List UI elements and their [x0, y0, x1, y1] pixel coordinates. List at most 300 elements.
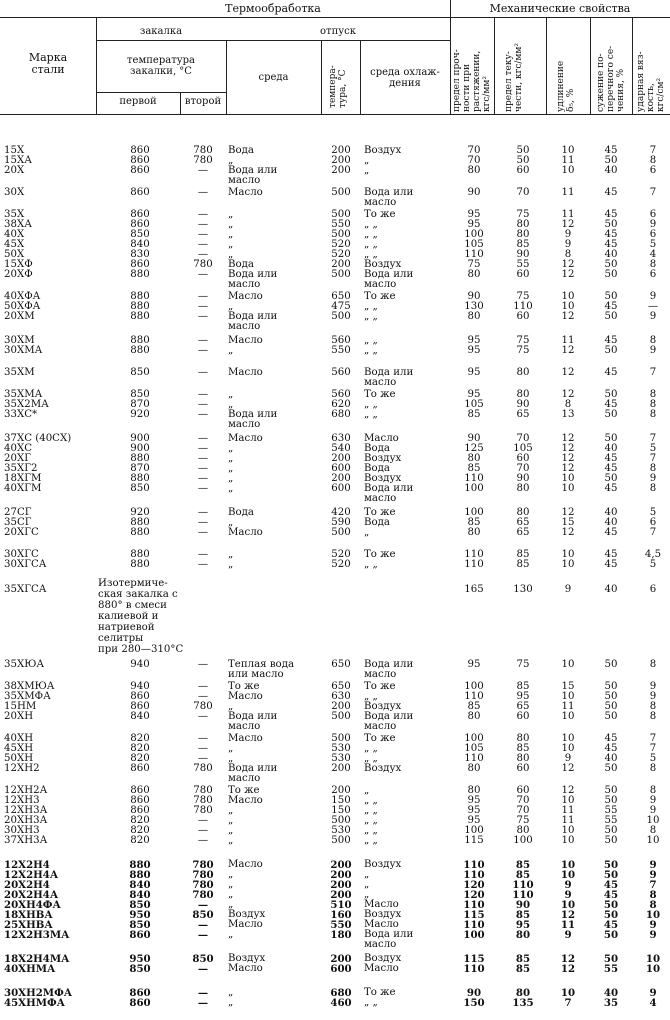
quench-second-cell: —	[197, 517, 209, 528]
tensile-cell: 90	[467, 433, 481, 444]
impact-cell: 9	[649, 869, 657, 881]
reduction-cell: 55	[604, 805, 618, 816]
quench-second-cell: —	[197, 559, 209, 570]
tensile-cell: 80	[467, 269, 481, 280]
quench-second-cell: 780	[193, 763, 213, 774]
reduction-cell: 50	[604, 291, 618, 302]
temper-temp-cell: 200	[331, 453, 351, 464]
reduction-cell: 45	[604, 301, 618, 312]
grade-cell: 33ХС*	[4, 409, 38, 420]
tensile-cell: 95	[467, 209, 481, 220]
tensile-cell: 110	[464, 549, 484, 560]
temper-temp-cell: 200	[331, 155, 351, 166]
grade-cell: 25ХНВА	[4, 919, 53, 931]
yield-cell: 75	[516, 659, 530, 670]
reduction-cell: 50	[604, 345, 618, 356]
elongation-cell: 12	[561, 259, 575, 270]
quench-medium-cell: То же	[228, 681, 260, 692]
quench-first-cell: 880	[130, 291, 150, 302]
temper-temp-cell: 510	[330, 899, 352, 911]
grade-cell: 20ХГС	[4, 527, 39, 538]
grade-cell: 35СГ	[4, 517, 32, 528]
reduction-cell: 45	[604, 367, 618, 378]
grade-cell: 45ХН	[4, 743, 34, 754]
tensile-cell: 70	[467, 145, 481, 156]
quench-first-cell: 860	[130, 805, 150, 816]
header-reduct: сужение по- перечного се- чения, %	[596, 45, 626, 112]
reduction-cell: 50	[604, 433, 618, 444]
temper-medium-cell: То же	[364, 681, 396, 692]
quench-second-cell: —	[197, 711, 209, 722]
temper-medium-cell: То же	[364, 549, 396, 560]
reduction-cell: 50	[604, 825, 618, 836]
quench-second-cell: 780	[192, 889, 214, 901]
quench-medium-cell: „	[228, 389, 234, 400]
elongation-cell: 12	[561, 269, 575, 280]
temper-temp-cell: 500	[331, 209, 351, 220]
reduction-cell: 40	[604, 517, 618, 528]
tensile-cell: 110	[464, 249, 484, 260]
temper-temp-cell: 500	[331, 311, 351, 322]
temper-medium-cell: „	[364, 879, 370, 890]
impact-cell: 4	[649, 249, 657, 260]
temper-temp-cell: 200	[330, 879, 352, 891]
elongation-cell: 11	[560, 919, 576, 931]
reduction-cell: 50	[604, 389, 618, 400]
temper-medium-cell: „ „	[364, 345, 378, 356]
yield-cell: 75	[516, 345, 530, 356]
quench-second-cell: —	[197, 463, 209, 474]
elongation-cell: 11	[561, 815, 575, 826]
grade-cell: 12ХН2А	[4, 785, 48, 796]
temper-temp-cell: 500	[331, 229, 351, 240]
quench-first-cell: 860	[129, 997, 151, 1009]
tensile-cell: 80	[467, 763, 481, 774]
reduction-cell: 45	[603, 919, 619, 931]
quench-medium-cell: „	[228, 879, 234, 890]
yield-cell: 95	[515, 919, 531, 931]
yield-cell: 70	[516, 805, 530, 816]
reduction-cell: 50	[604, 269, 618, 280]
impact-cell: 8	[649, 483, 657, 494]
quench-second-cell: —	[197, 815, 209, 826]
temper-temp-cell: 200	[331, 701, 351, 712]
impact-cell: 5	[649, 443, 657, 454]
impact-cell: 5	[649, 507, 657, 518]
impact-cell: 9	[649, 929, 657, 941]
tensile-cell: 120	[463, 879, 485, 891]
reduction-cell: 40	[604, 507, 618, 518]
yield-cell: 80	[516, 507, 530, 518]
quench-first-cell: 880	[130, 301, 150, 312]
header-temper: отпуск	[320, 26, 356, 37]
temper-medium-cell: Вода или масло	[364, 929, 414, 950]
tensile-cell: 80	[467, 711, 481, 722]
temper-temp-cell: 420	[331, 507, 351, 518]
quench-second-cell: 780	[193, 259, 213, 270]
grade-cell: 40ХН	[4, 733, 34, 744]
quench-second-cell: 780	[193, 701, 213, 712]
quench-first-cell: 940	[130, 681, 150, 692]
temper-temp-cell: 200	[331, 473, 351, 484]
temper-temp-cell: 500	[331, 815, 351, 826]
grade-cell: 20ХН3А	[4, 815, 48, 826]
quench-second-cell: 780	[193, 145, 213, 156]
reduction-cell: 55	[604, 815, 618, 826]
quench-medium-cell: „	[228, 155, 234, 166]
tensile-cell: 110	[464, 559, 484, 570]
quench-second-cell: —	[197, 367, 209, 378]
col-divider-mech	[450, 0, 451, 114]
reduction-cell: 45	[603, 879, 619, 891]
temper-temp-cell: 200	[331, 165, 351, 176]
grade-cell: 20ХМ	[4, 311, 35, 322]
quench-first-cell: 880	[130, 517, 150, 528]
elongation-cell: 9	[564, 879, 572, 891]
temper-temp-cell: 560	[331, 389, 351, 400]
reduction-cell: 50	[604, 711, 618, 722]
yield-cell: 75	[516, 291, 530, 302]
temper-medium-cell: „ „	[364, 301, 378, 312]
elongation-cell: 9	[564, 753, 572, 764]
impact-cell: 5	[649, 753, 657, 764]
reduction-cell: 45	[604, 733, 618, 744]
tensile-cell: 100	[464, 733, 484, 744]
header-first: первой	[119, 96, 157, 107]
reduction-cell: 50	[604, 259, 618, 270]
tensile-cell: 105	[464, 399, 484, 410]
grade-cell: 50Х	[4, 249, 25, 260]
quench-first-cell: 870	[130, 463, 150, 474]
tensile-cell: 115	[464, 835, 484, 846]
temper-temp-cell: 550	[331, 345, 351, 356]
grade-cell: 50ХФА	[4, 301, 41, 312]
quench-medium-cell: Воздух	[228, 953, 266, 964]
temper-temp-cell: 520	[331, 559, 351, 570]
quench-first-cell: 860	[130, 701, 150, 712]
elongation-cell: 15	[561, 681, 575, 692]
col-divider-tensile	[494, 17, 495, 114]
quench-second-cell: —	[197, 311, 209, 322]
tensile-cell: 100	[464, 229, 484, 240]
impact-cell: 6	[649, 209, 657, 220]
quench-second-cell: 780	[193, 795, 213, 806]
tensile-cell: 80	[467, 453, 481, 464]
quench-first-cell: 920	[130, 409, 150, 420]
quench-first-cell: 880	[129, 869, 151, 881]
impact-cell: 9	[649, 795, 657, 806]
tensile-cell: 70	[467, 155, 481, 166]
quench-medium-cell: Вода или масло	[228, 409, 278, 430]
impact-cell: 9	[649, 473, 657, 484]
yield-cell: 85	[516, 549, 530, 560]
temper-medium-cell: „ „	[364, 691, 378, 702]
reduction-cell: 50	[604, 701, 618, 712]
quench-first-cell: 940	[130, 659, 150, 670]
header-yield: предел теку- чести, кгс/мм²	[504, 42, 524, 112]
quench-first-cell: 850	[130, 483, 150, 494]
temper-medium-cell: Воздух	[364, 909, 402, 920]
impact-cell: 8	[649, 763, 657, 774]
temper-temp-cell: 560	[331, 335, 351, 346]
quench-medium-cell: Вода	[228, 259, 254, 270]
grade-cell: 35ХМФА	[4, 691, 51, 702]
grade-cell: 40Х	[4, 229, 25, 240]
reduction-cell: 45	[604, 187, 618, 198]
temper-medium-cell: Воздух	[364, 259, 402, 270]
temper-temp-cell: 650	[331, 659, 351, 670]
quench-medium-cell: Вода или масло	[228, 763, 278, 784]
reduction-cell: 40	[604, 249, 618, 260]
quench-medium-cell: Масло	[228, 291, 263, 302]
reduction-cell: 45	[604, 527, 618, 538]
quench-first-cell: 850	[130, 367, 150, 378]
quench-second-cell: —	[197, 899, 209, 911]
quench-first-cell: 900	[130, 443, 150, 454]
grade-cell: 12Х2Н3МА	[4, 929, 70, 941]
quench-first-cell: 860	[130, 155, 150, 166]
reduction-cell: 45	[604, 559, 618, 570]
yield-cell: 85	[516, 559, 530, 570]
temper-medium-cell: „	[364, 785, 370, 796]
header-quench-temp: температура закалки, °С	[127, 55, 195, 77]
header-impact: ударная вяз- кость, кгс/см²	[636, 51, 666, 112]
quench-first-cell: 820	[130, 753, 150, 764]
quench-medium-cell: Масло	[228, 691, 263, 702]
reduction-cell: 45	[604, 483, 618, 494]
quench-second-cell: —	[197, 733, 209, 744]
quench-second-cell: —	[197, 443, 209, 454]
quench-medium-cell: „	[228, 209, 234, 220]
reduction-cell: 45	[604, 743, 618, 754]
tensile-cell: 80	[467, 527, 481, 538]
temper-medium-cell: То же	[364, 733, 396, 744]
temper-temp-cell: 600	[330, 963, 352, 975]
impact-cell: 7	[649, 453, 657, 464]
elongation-cell: 7	[564, 997, 572, 1009]
quench-first-cell: 860	[130, 259, 150, 270]
yield-cell: 80	[516, 389, 530, 400]
reduction-cell: 55	[603, 963, 619, 975]
elongation-cell: 10	[561, 165, 575, 176]
temper-medium-cell: „ „	[364, 825, 378, 836]
impact-cell: 5	[649, 239, 657, 250]
elongation-cell: 9	[564, 889, 572, 901]
quench-first-cell: 860	[129, 929, 151, 941]
impact-cell: 8	[649, 889, 657, 901]
temper-medium-cell: „	[364, 527, 370, 538]
quench-medium-cell: То же	[228, 785, 260, 796]
grade-cell: 12ХН3А	[4, 805, 48, 816]
impact-cell: 9	[649, 291, 657, 302]
grade-cell: 35ХЮА	[4, 659, 45, 670]
grade-cell: 12ХН3	[4, 795, 40, 806]
temper-medium-cell: „	[364, 155, 370, 166]
grade-cell: 30ХН2МФА	[4, 987, 73, 999]
temper-temp-cell: 550	[331, 219, 351, 230]
quench-first-cell: 860	[130, 187, 150, 198]
tensile-cell: 80	[467, 165, 481, 176]
header-quench: закалка	[139, 26, 183, 37]
quench-first-cell: 820	[130, 835, 150, 846]
temper-temp-cell: 180	[330, 929, 352, 941]
temper-medium-cell: „ „	[364, 399, 378, 410]
grade-cell: 38ХА	[4, 219, 32, 230]
elongation-cell: 12	[561, 345, 575, 356]
quench-second-cell: —	[197, 929, 209, 941]
temper-medium-cell: „ „	[364, 753, 378, 764]
elongation-cell: 12	[561, 433, 575, 444]
reduction-cell: 45	[604, 209, 618, 220]
yield-cell: 135	[512, 997, 534, 1009]
reduction-cell: 45	[604, 453, 618, 464]
yield-cell: 90	[516, 249, 530, 260]
elongation-cell: 8	[564, 249, 572, 260]
reduction-cell: 50	[604, 691, 618, 702]
grade-cell: 18Х2Н4МА	[4, 953, 70, 965]
grade-cell: 20ХН4ФА	[4, 899, 61, 911]
quench-medium-cell: Масло	[228, 963, 263, 974]
yield-cell: 50	[516, 155, 530, 166]
yield-cell: 50	[516, 145, 530, 156]
yield-cell: 80	[516, 483, 530, 494]
reduction-cell: 50	[604, 795, 618, 806]
quench-medium-cell: „	[228, 473, 234, 484]
elongation-cell: 12	[561, 311, 575, 322]
reduction-cell: 45	[604, 549, 618, 560]
elongation-cell: 12	[561, 507, 575, 518]
tensile-cell: 95	[467, 345, 481, 356]
impact-cell: 6	[649, 269, 657, 280]
elongation-cell: 10	[561, 145, 575, 156]
quench-second-cell: —	[197, 209, 209, 220]
yield-cell: 70	[516, 187, 530, 198]
temper-medium-cell: „ „	[364, 219, 378, 230]
tensile-cell: 110	[463, 869, 485, 881]
elongation-cell: 12	[561, 527, 575, 538]
tensile-cell: 110	[463, 899, 485, 911]
quench-medium-cell: „	[228, 219, 234, 230]
temper-medium-cell: Воздух	[364, 473, 402, 484]
temper-medium-cell: То же	[364, 389, 396, 400]
quench-medium-cell: „	[228, 987, 234, 998]
grade-cell: 35Х2МА	[4, 399, 49, 410]
temper-medium-cell: Воздух	[364, 453, 402, 464]
tensile-cell: 100	[463, 929, 485, 941]
quench-first-cell: 860	[130, 785, 150, 796]
yield-cell: 60	[516, 453, 530, 464]
quench-second-cell: —	[197, 743, 209, 754]
elongation-cell: 10	[561, 549, 575, 560]
temper-medium-cell: Масло	[364, 433, 399, 444]
temper-medium-cell: „ „	[364, 835, 378, 846]
quench-first-cell: 860	[130, 691, 150, 702]
quench-medium-cell: Масло	[228, 367, 263, 378]
reduction-cell: 50	[603, 859, 619, 871]
yield-cell: 80	[516, 825, 530, 836]
yield-cell: 65	[516, 409, 530, 420]
reduction-cell: 50	[603, 899, 619, 911]
impact-cell: 10	[645, 909, 661, 921]
quench-medium-cell: „	[228, 463, 234, 474]
temper-temp-cell: 540	[331, 443, 351, 454]
impact-cell: 4	[649, 997, 657, 1009]
quench-medium-cell: Вода	[228, 145, 254, 156]
quench-second-cell: —	[197, 987, 209, 999]
quench-medium-cell: „	[228, 997, 234, 1008]
elongation-cell: 10	[561, 483, 575, 494]
elongation-cell: 10	[561, 659, 575, 670]
impact-cell: 9	[649, 919, 657, 931]
temper-medium-cell: Вода или масло	[364, 483, 414, 504]
elongation-cell: 12	[560, 953, 576, 965]
quench-first-cell: 880	[130, 269, 150, 280]
quench-second-cell: 780	[193, 155, 213, 166]
temper-temp-cell: 500	[331, 187, 351, 198]
yield-cell: 80	[516, 219, 530, 230]
quench-second-cell: 780	[193, 805, 213, 816]
elongation-cell: 11	[561, 335, 575, 346]
elongation-cell: 8	[564, 399, 572, 410]
grade-cell: 20Х2Н4	[4, 879, 50, 891]
quench-medium-cell: Масло	[228, 433, 263, 444]
elongation-cell: 9	[564, 929, 572, 941]
temper-medium-cell: Воздух	[364, 701, 402, 712]
temper-medium-cell: Вода или масло	[364, 711, 414, 732]
reduction-cell: 40	[604, 753, 618, 764]
impact-cell: 4,5	[644, 549, 662, 560]
elongation-cell: 9	[564, 584, 572, 595]
temper-medium-cell: То же	[364, 291, 396, 302]
grade-cell: 35Х	[4, 209, 25, 220]
grade-cell: 15Х	[4, 145, 25, 156]
temper-medium-cell: „	[364, 889, 370, 900]
quench-second-cell: —	[197, 997, 209, 1009]
quench-first-cell: 950	[129, 909, 151, 921]
tensile-cell: 105	[464, 239, 484, 250]
impact-cell: 8	[649, 785, 657, 796]
tensile-cell: 95	[467, 219, 481, 230]
yield-cell: 100	[513, 835, 533, 846]
impact-cell: 10	[646, 835, 660, 846]
tensile-cell: 120	[463, 889, 485, 901]
quench-first-cell: 850	[130, 229, 150, 240]
grade-cell: 30ХГСА	[4, 559, 47, 570]
reduction-cell: 50	[604, 219, 618, 230]
yield-cell: 65	[516, 527, 530, 538]
temper-temp-cell: 680	[331, 409, 351, 420]
tensile-cell: 85	[467, 463, 481, 474]
temper-medium-cell: Воздух	[364, 859, 402, 870]
elongation-cell: 15	[561, 517, 575, 528]
quench-medium-cell: „	[228, 825, 234, 836]
elongation-cell: 10	[561, 795, 575, 806]
temper-medium-cell: То же	[364, 987, 396, 998]
quench-second-cell: —	[197, 249, 209, 260]
quench-medium-cell: Масло	[228, 919, 263, 930]
quench-first-cell: 830	[130, 249, 150, 260]
quench-first-cell: 880	[130, 473, 150, 484]
quench-medium-cell: Масло	[228, 859, 263, 870]
temper-medium-cell: „ „	[364, 249, 378, 260]
grade-cell: 40ХС	[4, 443, 33, 454]
temper-temp-cell: 520	[331, 249, 351, 260]
temper-medium-cell: „ „	[364, 805, 378, 816]
yield-cell: 60	[516, 269, 530, 280]
impact-cell: 6	[649, 584, 657, 595]
quench-medium-cell: „	[228, 443, 234, 454]
grade-cell: 12Х2Н4А	[4, 869, 59, 881]
